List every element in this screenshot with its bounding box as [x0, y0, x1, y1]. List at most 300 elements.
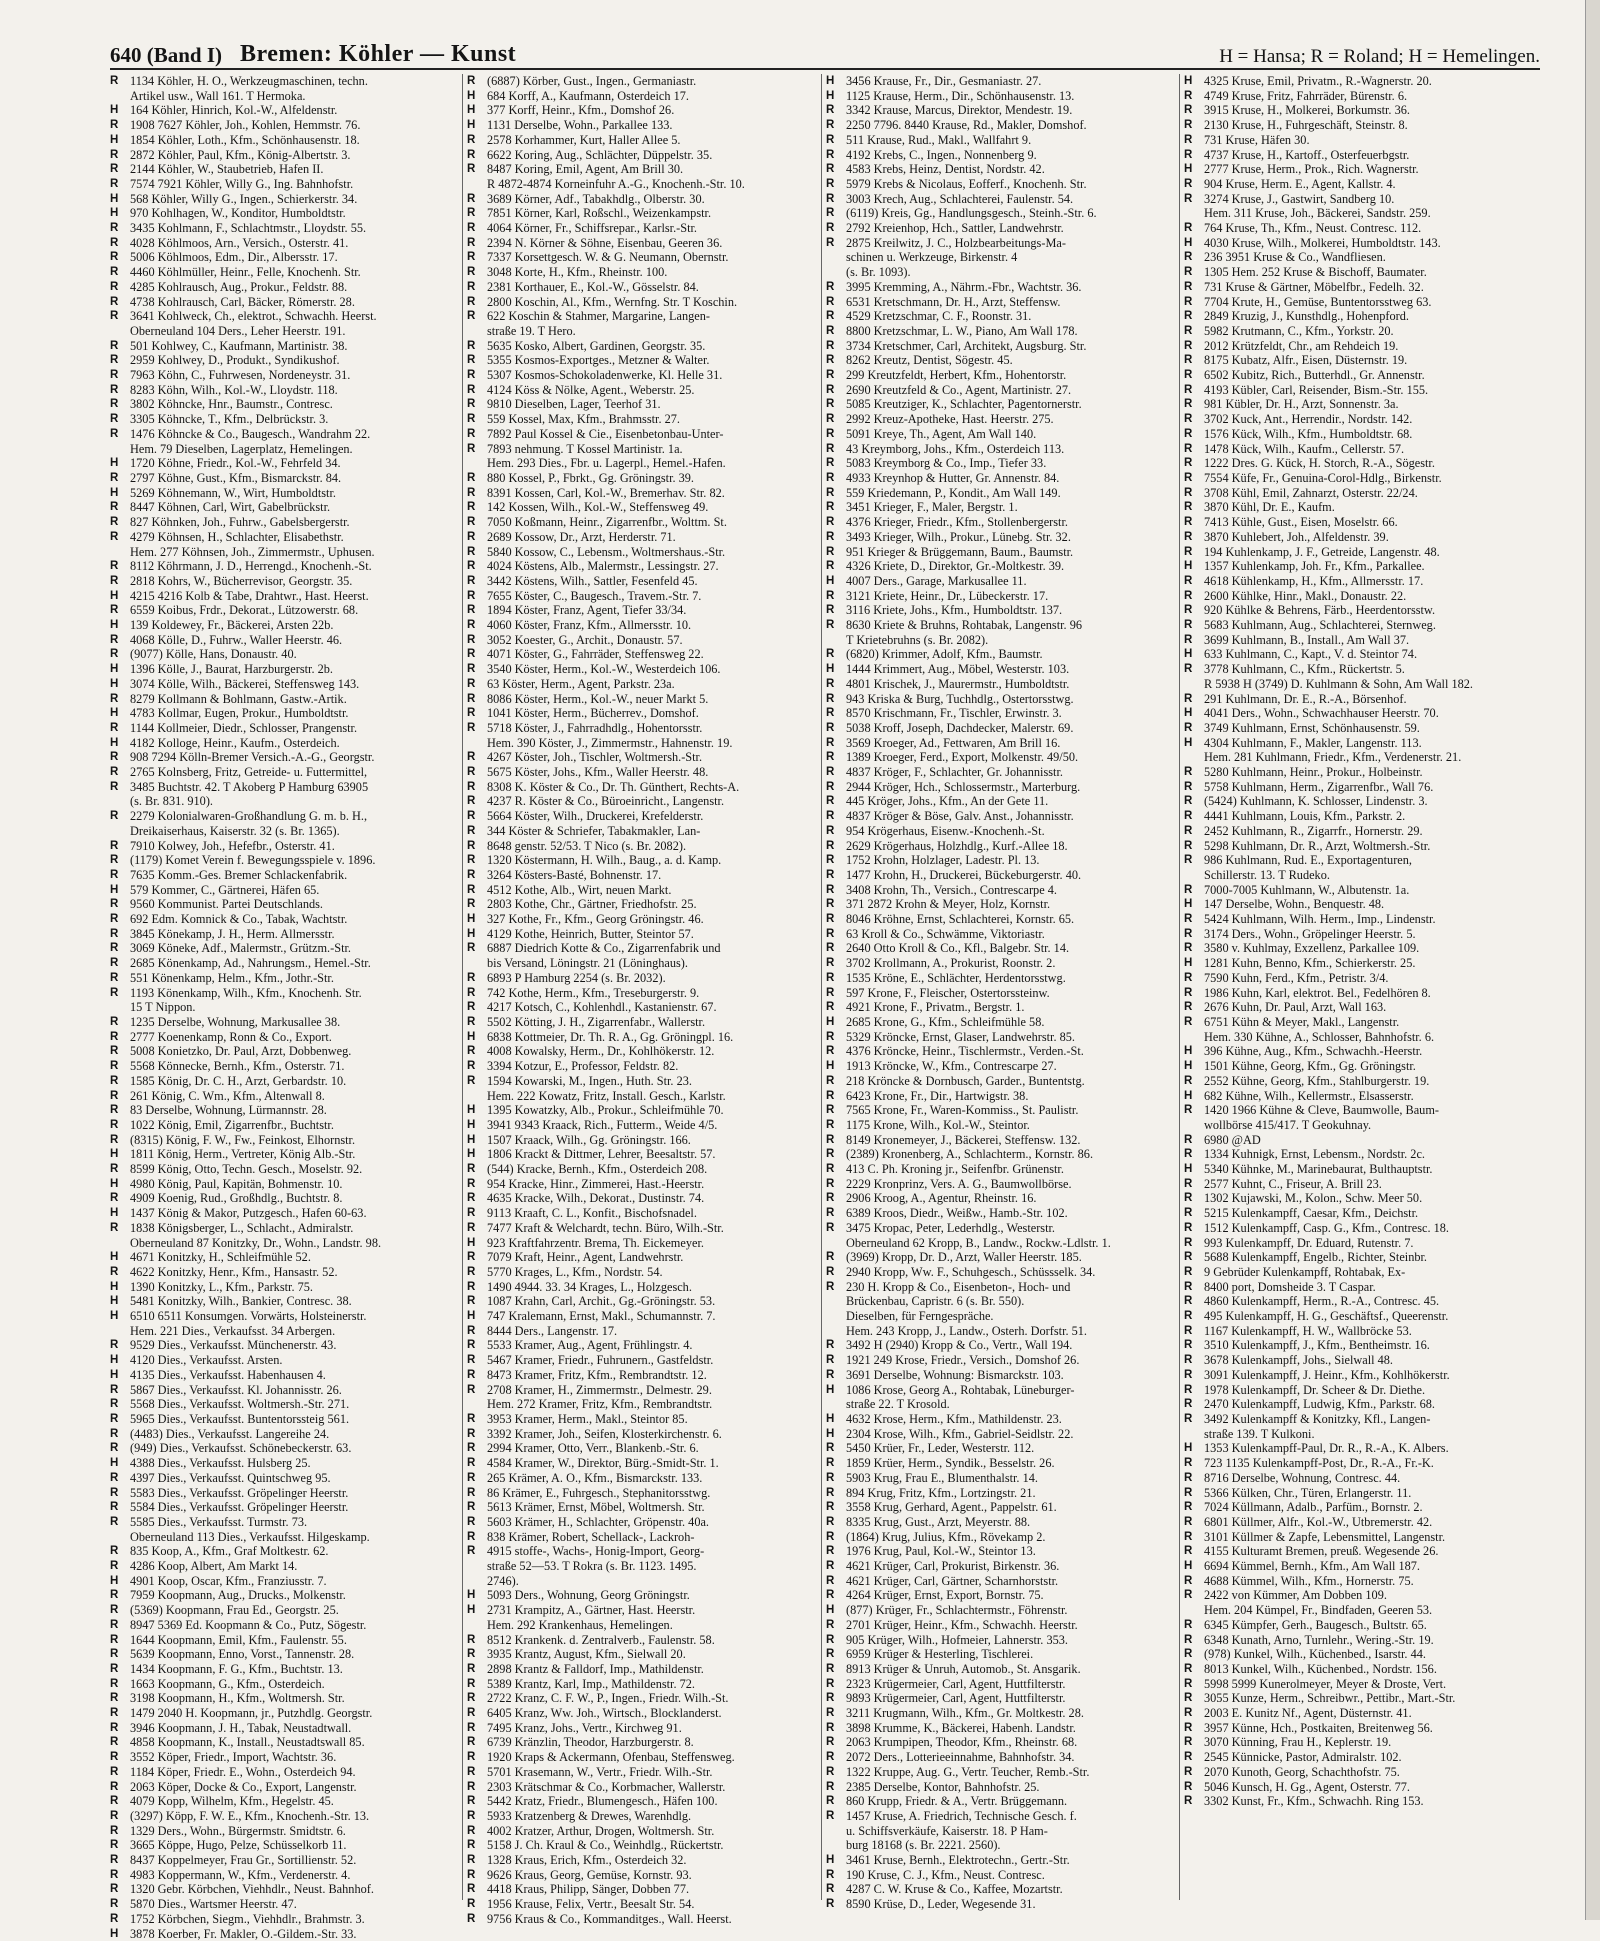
- directory-entry: [110, 706, 457, 721]
- directory-entry: [110, 1427, 457, 1442]
- exchange-marker: R: [467, 133, 476, 146]
- entry-text: 2689 Kossow, Dr., Arzt, Herderstr. 71.: [487, 529, 676, 544]
- exchange-marker: R: [467, 1339, 476, 1352]
- exchange-marker: R: [467, 1280, 476, 1293]
- directory-entry: [467, 1735, 814, 1750]
- directory-entry: [826, 853, 1173, 868]
- entry-text: straße 19. T Hero.: [487, 323, 576, 338]
- directory-entry: [467, 1000, 814, 1015]
- exchange-marker: [467, 1089, 487, 1104]
- entry-text: 4264 Krüger, Ernst, Export, Bornstr. 75.: [846, 1588, 1044, 1603]
- entry-text: 5635 Kosko, Albert, Gardinen, Georgstr. 35.: [487, 338, 706, 353]
- exchange-marker: R: [110, 1089, 119, 1102]
- entry-text: 3456 Krause, Fr., Dir., Gesmaniastr. 27.: [846, 74, 1042, 88]
- directory-entry: [826, 309, 1173, 324]
- entry-text: 2777 Kruse, Herm., Prok., Rich. Wagnerstr.: [1204, 162, 1419, 177]
- entry-text: 4182 Kolloge, Heinr., Kaufm., Osterdeich.: [130, 735, 340, 750]
- directory-entry: [467, 1162, 814, 1177]
- directory-entry: [110, 368, 457, 383]
- directory-entry: [1184, 206, 1531, 221]
- directory-entry: [1184, 1000, 1531, 1015]
- directory-entry: [826, 192, 1173, 207]
- exchange-marker: R: [826, 780, 835, 793]
- exchange-marker: R: [826, 839, 835, 852]
- entry-text: 5867 Dies., Verkaufsst. Kl. Johannisstr. 26.: [130, 1382, 342, 1397]
- entry-text: 3569 Kroeger, Ad., Fettwaren, Am Brill 16.: [846, 735, 1061, 750]
- directory-entry: [1184, 383, 1531, 398]
- exchange-marker: H: [110, 207, 119, 220]
- entry-text: 1594 Kowarski, M., Ingen., Huth. Str. 23.: [487, 1073, 692, 1088]
- directory-entry: [467, 1897, 814, 1912]
- directory-entry: [110, 1030, 457, 1045]
- exchange-marker: R: [1184, 1501, 1193, 1514]
- directory-entry: [110, 1780, 457, 1795]
- directory-entry: [826, 324, 1173, 339]
- entry-text: 905 Krüger, Wilh., Hofmeier, Lahnerstr. 353.: [846, 1632, 1068, 1647]
- entry-text: 1193 Könenkamp, Wilh., Kfm., Knochenh. Str.: [130, 985, 362, 1000]
- exchange-marker: R: [826, 1354, 835, 1367]
- entry-text: (949) Dies., Verkaufsst. Schönebeckerstr. 63.: [130, 1441, 352, 1456]
- directory-entry: [1184, 1191, 1531, 1206]
- directory-entry: [110, 1044, 457, 1059]
- entry-text: 2422 von Kümmer, Am Dobben 109.: [1204, 1588, 1387, 1603]
- directory-entry: [1184, 353, 1531, 368]
- entry-text: 5366 Külken, Chr., Türen, Erlangerstr. 11.: [1204, 1485, 1412, 1500]
- directory-entry: [110, 383, 457, 398]
- exchange-marker: R: [110, 560, 119, 573]
- exchange-marker: [110, 1530, 130, 1545]
- directory-entry: [110, 1853, 457, 1868]
- entry-text: 4915 stoffe-, Wachs-, Honig-Import, Georg-: [487, 1544, 705, 1559]
- entry-text: 3305 Köhncke, T., Kfm., Delbrückstr. 3.: [130, 412, 329, 427]
- directory-entry: [110, 89, 457, 104]
- directory-entry: [826, 706, 1173, 721]
- directory-entry: [826, 736, 1173, 751]
- entry-text: 1144 Kollmeier, Diedr., Schlosser, Prangenstr.: [130, 720, 358, 735]
- entry-text: 1444 Krimmert, Aug., Möbel, Westerstr. 103.: [846, 662, 1070, 677]
- directory-entry: [110, 1897, 457, 1912]
- directory-entry: [110, 1721, 457, 1736]
- directory-entry: [467, 1427, 814, 1442]
- exchange-marker: R: [1184, 1662, 1193, 1675]
- directory-entry: [1184, 1677, 1531, 1692]
- entry-text: 559 Kriedemann, P., Kondit., Am Wall 149.: [846, 485, 1061, 500]
- entry-text: 951 Krieger & Brüggemann, Baum., Baumstr.: [846, 544, 1074, 559]
- directory-entry: [467, 589, 814, 604]
- exchange-marker: R: [110, 1398, 119, 1411]
- exchange-marker: R: [1184, 530, 1193, 543]
- directory-entry: [1184, 1500, 1531, 1515]
- exchange-marker: R: [826, 427, 835, 440]
- exchange-marker: R: [467, 1427, 476, 1440]
- exchange-marker: H: [1184, 957, 1193, 970]
- exchange-marker: R: [1184, 1486, 1193, 1499]
- entry-text: 3802 Köhncke, Hnr., Baumstr., Contresc.: [130, 397, 333, 412]
- directory-entry: [826, 1412, 1173, 1427]
- entry-text: 5568 Dies., Verkaufsst. Woltmersh.-Str. 271.: [130, 1397, 350, 1412]
- exchange-marker: R: [1184, 280, 1193, 293]
- column-4: [1184, 74, 1531, 1900]
- directory-entry: [467, 162, 814, 177]
- directory-entry: [1184, 1338, 1531, 1353]
- exchange-marker: R: [110, 1707, 119, 1720]
- directory-entry: [1184, 1147, 1531, 1162]
- entry-text: 3052 Koester, G., Archit., Donaustr. 57.: [487, 632, 683, 647]
- directory-entry: [1184, 265, 1531, 280]
- exchange-marker: R: [826, 104, 835, 117]
- directory-entry: [467, 1662, 814, 1677]
- exchange-marker: R: [826, 1589, 835, 1602]
- entry-text: 3678 Kulenkampff, Johs., Sielwall 48.: [1204, 1353, 1393, 1368]
- exchange-marker: R: [467, 1751, 476, 1764]
- exchange-marker: R: [110, 163, 119, 176]
- entry-text: 7079 Kraft, Heinr., Agent, Landwehrstr.: [487, 1250, 684, 1265]
- exchange-marker: R: [467, 1912, 476, 1925]
- directory-entry: [1184, 442, 1531, 457]
- entry-text: 2003 E. Kunitz Nf., Agent, Düsternstr. 41.: [1204, 1706, 1412, 1721]
- directory-entry: [826, 1383, 1173, 1398]
- exchange-marker: [110, 824, 130, 839]
- exchange-marker: R: [110, 927, 119, 940]
- exchange-marker: [467, 1397, 487, 1412]
- exchange-marker: R: [467, 1001, 476, 1014]
- exchange-marker: R: [826, 707, 835, 720]
- exchange-marker: [826, 1397, 846, 1412]
- exchange-marker: [467, 456, 487, 471]
- directory-entry: [826, 1397, 1173, 1412]
- entry-text: 986 Kuhlmann, Rud. E., Exportagenturen,: [1204, 853, 1412, 868]
- entry-text: 8013 Kunkel, Wilh., Küchenbed., Nordstr. 156.: [1204, 1661, 1437, 1676]
- directory-entry: [826, 1471, 1173, 1486]
- entry-text: 7337 Korsettgesch. W. & G. Neumann, Obernstr.: [487, 250, 729, 265]
- exchange-marker: R: [826, 486, 835, 499]
- directory-entry: [826, 765, 1173, 780]
- entry-text: 954 Krögerhaus, Eisenw.-Knochenh.-St.: [846, 823, 1045, 838]
- exchange-marker: R: [110, 413, 119, 426]
- entry-text: 3264 Kösters-Basté, Bohnenstr. 17.: [487, 867, 662, 882]
- entry-text: (6887) Körber, Gust., Ingen., Germaniastr.: [487, 74, 697, 88]
- directory-entry: [467, 897, 814, 912]
- directory-entry: [826, 1824, 1173, 1839]
- directory-entry: [467, 677, 814, 692]
- directory-entry: [826, 1044, 1173, 1059]
- directory-entry: [467, 853, 814, 868]
- exchange-marker: R: [1184, 1221, 1193, 1234]
- exchange-marker: [1184, 750, 1204, 765]
- exchange-marker: R: [826, 295, 835, 308]
- directory-entry: [467, 912, 814, 927]
- exchange-marker: R: [467, 839, 476, 852]
- entry-text: 1281 Kuhn, Benno, Kfm., Schierkerstr. 25.: [1204, 956, 1416, 971]
- exchange-marker: R: [826, 163, 835, 176]
- exchange-marker: H: [826, 89, 835, 102]
- directory-entry: [110, 530, 457, 545]
- exchange-marker: R: [1184, 251, 1193, 264]
- exchange-marker: R: [826, 1648, 835, 1661]
- directory-entry: [826, 883, 1173, 898]
- exchange-marker: R: [110, 1795, 119, 1808]
- directory-entry: [826, 574, 1173, 589]
- exchange-marker: H: [1184, 1060, 1193, 1073]
- directory-entry: [826, 118, 1173, 133]
- entry-text: 6980 @AD: [1204, 1132, 1261, 1147]
- exchange-marker: R: [467, 942, 476, 955]
- entry-text: Oberneuland 87 Konitzky, Dr., Wohn., Landstr. 98.: [130, 1235, 382, 1250]
- entry-text: 2940 Kropp, Ww. F., Schuhgesch., Schüssselk. 34.: [846, 1264, 1096, 1279]
- directory-entry: [826, 647, 1173, 662]
- exchange-marker: R: [826, 1133, 835, 1146]
- entry-text: (1179) Komet Verein f. Bewegungsspiele v. 1896.: [130, 853, 376, 868]
- exchange-marker: R: [1184, 619, 1193, 632]
- entry-text: 3408 Krohn, Th., Versich., Contrescarpe 4.: [846, 882, 1057, 897]
- entry-text: 2765 Kolnsberg, Fritz, Getreide- u. Futtermittel,: [130, 765, 368, 780]
- entry-text: 6502 Kubitz, Rich., Butterhdl., Gr. Annenstr.: [1204, 368, 1425, 383]
- exchange-marker: H: [1184, 648, 1193, 661]
- exchange-marker: R: [467, 1515, 476, 1528]
- directory-entry: [826, 177, 1173, 192]
- exchange-marker: [110, 1324, 130, 1339]
- entry-text: 5982 Krutmann, C., Kfm., Yorkstr. 20.: [1204, 323, 1394, 338]
- directory-entry: [110, 574, 457, 589]
- exchange-marker: R: [1184, 913, 1193, 926]
- entry-text: 7413 Kühle, Gust., Eisen, Moselstr. 66.: [1204, 515, 1398, 530]
- entry-text: 4738 Kohlrausch, Carl, Bäcker, Römerstr. 28.: [130, 294, 355, 309]
- exchange-marker: R: [467, 1809, 476, 1822]
- directory-entry: [467, 74, 814, 89]
- exchange-marker: R: [826, 692, 835, 705]
- entry-text: 4007 Ders., Garage, Markusallee 11.: [846, 573, 1027, 588]
- directory-entry: [1184, 839, 1531, 854]
- directory-entry: [1184, 1044, 1531, 1059]
- entry-text: 1086 Krose, Georg A., Rohtabak, Lüneburger-: [846, 1382, 1075, 1397]
- directory-entry: [1184, 721, 1531, 736]
- directory-entry: [826, 721, 1173, 736]
- directory-entry: [110, 618, 457, 633]
- entry-text: 894 Krug, Fritz, Kfm., Lortzingstr. 21.: [846, 1485, 1036, 1500]
- entry-text: 3461 Kruse, Bernh., Elektrotechn., Gertr.-Str.: [846, 1853, 1070, 1868]
- directory-entry: [826, 1089, 1173, 1104]
- directory-entry: [110, 1486, 457, 1501]
- directory-entry: [1184, 589, 1531, 604]
- exchange-marker: R: [1184, 1074, 1193, 1087]
- entry-text: 194 Kuhlenkamp, J. F., Getreide, Langenstr. 48.: [1204, 544, 1440, 559]
- directory-entry: [110, 927, 457, 942]
- directory-entry: [467, 603, 814, 618]
- exchange-marker: R: [467, 971, 476, 984]
- exchange-marker: R: [467, 1824, 476, 1837]
- entry-text: 3342 Krause, Marcus, Direktor, Mendestr. 19.: [846, 103, 1073, 118]
- directory-entry: [467, 765, 814, 780]
- exchange-marker: R: [1184, 457, 1193, 470]
- exchange-marker: R: [1184, 1530, 1193, 1543]
- exchange-marker: R: [467, 398, 476, 411]
- exchange-marker: H: [826, 574, 835, 587]
- entry-text: 495 Kulenkampff, H. G., Geschäftsf., Queerenstr.: [1204, 1309, 1449, 1324]
- exchange-marker: R: [1184, 339, 1193, 352]
- entry-text: 5840 Kossow, C., Lebensm., Woltmershaus.-Str.: [487, 544, 726, 559]
- exchange-marker: R: [110, 1221, 119, 1234]
- exchange-marker: R: [826, 133, 835, 146]
- exchange-marker: R: [467, 780, 476, 793]
- entry-text: 5639 Koopmann, Enno, Vorst., Tannenstr. 28.: [130, 1647, 355, 1662]
- directory-entry: [110, 1618, 457, 1633]
- exchange-marker: [467, 324, 487, 339]
- directory-entry: [1184, 74, 1531, 89]
- directory-entry: [467, 1383, 814, 1398]
- exchange-marker: R: [1184, 839, 1193, 852]
- exchange-marker: R: [826, 1471, 835, 1484]
- exchange-marker: H: [110, 1927, 119, 1940]
- entry-text: 8444 Ders., Langenstr. 17.: [487, 1323, 618, 1338]
- entry-text: 2777 Koenenkamp, Ronn & Co., Export.: [130, 1029, 332, 1044]
- directory-entry: [467, 1544, 814, 1559]
- directory-entry: [467, 192, 814, 207]
- entry-text: 923 Kraftfahrzentr. Brema, Th. Eickemeyer.: [487, 1235, 704, 1250]
- entry-text: 3069 Köneke, Adf., Malermstr., Grützm.-Str.: [130, 941, 351, 956]
- entry-text: 5585 Dies., Verkaufsst. Turmstr. 73.: [130, 1514, 308, 1529]
- entry-text: 731 Kruse, Häfen 30.: [1204, 132, 1310, 147]
- directory-entry: [1184, 1515, 1531, 1530]
- exchange-marker: R: [826, 1045, 835, 1058]
- exchange-marker: R: [826, 1515, 835, 1528]
- directory-entry: [467, 809, 814, 824]
- directory-entry: [467, 1500, 814, 1515]
- entry-text: 4583 Krebs, Heinz, Dentist, Nordstr. 42.: [846, 162, 1045, 177]
- directory-entry: [110, 1868, 457, 1883]
- entry-text: Hem. 272 Kramer, Fritz, Kfm., Rembrandtstr.: [487, 1397, 713, 1412]
- exchange-marker: H: [467, 1236, 476, 1249]
- directory-entry: [826, 1324, 1173, 1339]
- entry-text: 261 König, C. Wm., Kfm., Altenwall 8.: [130, 1088, 325, 1103]
- exchange-marker: R: [467, 1457, 476, 1470]
- directory-entry: [826, 456, 1173, 471]
- directory-entry: [110, 633, 457, 648]
- directory-entry: [1184, 927, 1531, 942]
- directory-entry: [110, 1603, 457, 1618]
- entry-text: 1434 Koopmann, F. G., Kfm., Buchtstr. 13.: [130, 1661, 343, 1676]
- entry-text: 9756 Kraus & Co., Kommanditges., Wall. Heerst.: [487, 1911, 732, 1926]
- directory-entry: [110, 1147, 457, 1162]
- directory-entry: [467, 1133, 814, 1148]
- exchange-marker: R: [826, 589, 835, 602]
- exchange-marker: H: [110, 619, 119, 632]
- directory-entry: [467, 1633, 814, 1648]
- directory-entry: [826, 295, 1173, 310]
- entry-text: 1490 4944. 33. 34 Krages, L., Holzgesch.: [487, 1279, 692, 1294]
- entry-text: 4285 Kohlrausch, Aug., Prokur., Feldstr. 88.: [130, 279, 348, 294]
- entry-text: 7635 Komm.-Ges. Bremer Schlackenfabrik.: [130, 867, 348, 882]
- entry-text: (6820) Krimmer, Adolf, Kfm., Baumstr.: [846, 647, 1043, 662]
- entry-text: 4326 Kriete, D., Direktor, Gr.-Moltkestr. 39.: [846, 559, 1065, 574]
- directory-entry: [1184, 1706, 1531, 1721]
- entry-text: 1507 Kraack, Wilh., Gg. Gröningstr. 166.: [487, 1132, 691, 1147]
- entry-text: 2685 Könenkamp, Ad., Nahrungsm., Hemel.-Str.: [130, 956, 371, 971]
- directory-entry: [467, 1338, 814, 1353]
- exchange-marker: H: [110, 663, 119, 676]
- directory-entry: [467, 1721, 814, 1736]
- directory-entry: [110, 1441, 457, 1456]
- exchange-marker: R: [1184, 1574, 1193, 1587]
- directory-entry: [1184, 603, 1531, 618]
- exchange-marker: H: [110, 1280, 119, 1293]
- entry-text: (5424) Kuhlmann, K. Schlosser, Lindenstr. 3.: [1204, 794, 1428, 809]
- entry-text: 2552 Kühne, Georg, Kfm., Stahlburgerstr. 19.: [1204, 1073, 1430, 1088]
- entry-text: 4388 Dies., Verkaufsst. Hulsberg 25.: [130, 1456, 311, 1471]
- exchange-marker: R: [826, 604, 835, 617]
- directory-entry: [467, 1588, 814, 1603]
- exchange-marker: R: [826, 1251, 835, 1264]
- exchange-marker: R: [110, 295, 119, 308]
- exchange-marker: R: [826, 1221, 835, 1234]
- directory-entry: [1184, 883, 1531, 898]
- entry-text: 4688 Kümmel, Wilh., Kfm., Hornerstr. 75.: [1204, 1573, 1414, 1588]
- exchange-marker: R: [467, 574, 476, 587]
- entry-text: 5870 Dies., Wartsmer Heerstr. 47.: [130, 1897, 297, 1912]
- exchange-marker: R: [1184, 780, 1193, 793]
- entry-text: 1535 Kröne, E., Schlächter, Herdentorsstwg.: [846, 970, 1066, 985]
- page-title: Bremen: Köhler — Kunst: [240, 41, 517, 67]
- exchange-marker: R: [1184, 1751, 1193, 1764]
- entry-text: 4584 Kramer, W., Direktor, Bürg.-Smidt-Str. 1.: [487, 1456, 719, 1471]
- directory-entry: [110, 250, 457, 265]
- exchange-marker: R: [467, 1295, 476, 1308]
- exchange-marker: H: [1184, 75, 1193, 87]
- directory-entry: [467, 721, 814, 736]
- entry-text: Hem. 330 Kühne, A., Schlosser, Bahnhofstr. 6.: [1204, 1029, 1435, 1044]
- exchange-marker: R: [110, 354, 119, 367]
- exchange-marker: [826, 1236, 846, 1251]
- exchange-marker: R: [826, 751, 835, 764]
- directory-entry: [110, 780, 457, 795]
- directory-entry: [467, 397, 814, 412]
- directory-entry: [110, 118, 457, 133]
- exchange-marker: H: [1184, 1560, 1193, 1573]
- directory-entry: [110, 971, 457, 986]
- exchange-marker: R: [1184, 942, 1193, 955]
- exchange-marker: R: [826, 986, 835, 999]
- exchange-marker: R: [467, 766, 476, 779]
- exchange-marker: R: [110, 1780, 119, 1793]
- directory-entry: [826, 1265, 1173, 1280]
- exchange-marker: R: [826, 1501, 835, 1514]
- exchange-marker: H: [467, 927, 476, 940]
- entry-text: 1976 Krug, Paul, Kol.-W., Steintor 13.: [846, 1544, 1036, 1559]
- entry-text: 5298 Kuhlmann, Dr. R., Arzt, Woltmersh.-Str.: [1204, 838, 1431, 853]
- directory-entry: [110, 427, 457, 442]
- directory-entry: [467, 1294, 814, 1309]
- exchange-marker: R: [467, 1207, 476, 1220]
- directory-entry: [1184, 1486, 1531, 1501]
- directory-entry: [826, 1133, 1173, 1148]
- exchange-marker: R: [467, 1368, 476, 1381]
- directory-entry: [1184, 736, 1531, 751]
- exchange-marker: R: [1184, 1192, 1193, 1205]
- exchange-marker: H: [110, 1251, 119, 1264]
- directory-entry: [467, 1221, 814, 1236]
- exchange-marker: H: [1184, 236, 1193, 249]
- exchange-marker: R: [467, 824, 476, 837]
- directory-entry: [1184, 412, 1531, 427]
- entry-text: 1235 Derselbe, Wohnung, Markusallee 38.: [130, 1015, 341, 1029]
- entry-text: 2676 Kuhn, Dr. Paul, Arzt, Wall 163.: [1204, 1000, 1387, 1015]
- entry-text: 742 Kothe, Herm., Kfm., Treseburgerstr. 9.: [487, 985, 700, 1000]
- exchange-marker: R: [1184, 721, 1193, 734]
- directory-entry: [826, 1309, 1173, 1324]
- entry-text: 5675 Köster, Johs., Kfm., Waller Heerstr. 48.: [487, 765, 709, 780]
- directory-entry: [110, 412, 457, 427]
- directory-entry: [467, 1177, 814, 1192]
- exchange-marker: R: [110, 148, 119, 161]
